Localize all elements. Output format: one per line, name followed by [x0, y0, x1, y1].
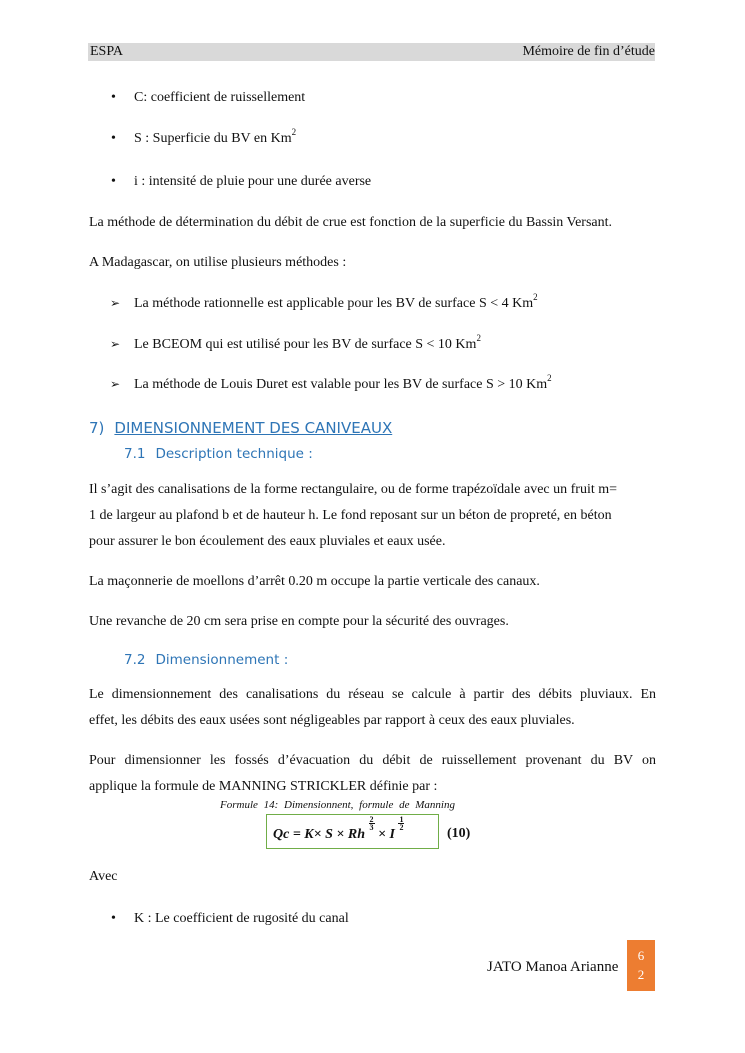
paragraph: Une revanche de 20 cm sera prise en compte pour la sécurité des ouvrages. — [89, 614, 509, 629]
arrow-bullet-icon: ➢ — [110, 377, 121, 391]
arrow-bullet-icon: ➢ — [110, 337, 121, 351]
paragraph: Le dimensionnement des canalisations du réseau se calcule à partir des débits pluviaux. En — [89, 687, 656, 702]
arrow-bullet-icon: ➢ — [110, 296, 121, 310]
paragraph: applique la formule de MANNING STRICKLER définie par : — [89, 779, 438, 794]
paragraph: La méthode de détermination du débit de crue est fonction de la superficie du Bassin Versant. — [89, 215, 613, 230]
list-item: La méthode rationnelle est applicable pour les BV de surface S < 4 Km$^2$ — [134, 292, 538, 311]
bullet-icon: • — [111, 90, 116, 105]
equation-number: (10) — [447, 826, 471, 841]
page-number-badge: 6 2 — [627, 940, 655, 991]
list-item: i : intensité de pluie pour une durée averse — [134, 174, 372, 189]
list-item: S : Superficie du BV en Km$^2$ — [134, 127, 297, 146]
header-right: Mémoire de fin d’étude — [522, 44, 655, 59]
header-left: ESPA — [90, 44, 123, 59]
bullet-icon: • — [111, 131, 116, 146]
footer-author: JATO Manoa Arianne — [487, 959, 619, 975]
bullet-icon: • — [111, 911, 116, 926]
page-header — [88, 43, 655, 61]
paragraph: Pour dimensionner les fossés d’évacuation du débit de ruissellement provenant du BV on — [89, 753, 656, 768]
paragraph: Il s’agit des canalisations de la forme rectangulaire, ou de forme trapézoïdale avec un fruit m= — [89, 482, 618, 497]
subsection-heading: 7.2 Dimensionnement : — [124, 652, 289, 668]
paragraph: pour assurer le bon écoulement des eaux pluviales et eaux usée. — [89, 534, 446, 549]
subsection-heading: 7.1 Description technique : — [124, 446, 313, 462]
paragraph: Avec — [89, 869, 118, 884]
list-item: La méthode de Louis Duret est valable pour les BV de surface S > 10 Km$^2$ — [134, 373, 552, 392]
list-item: K : Le coefficient de rugosité du canal — [134, 911, 349, 926]
bullet-icon: • — [111, 174, 116, 189]
formula-box — [266, 814, 439, 849]
list-item: C: coefficient de ruissellement — [134, 90, 306, 105]
list-item: Le BCEOM qui est utilisé pour les BV de surface S < 10 Km$^2$ — [134, 333, 481, 352]
formula-caption: Formule 14: Dimensionnent, formule de Manning — [220, 799, 455, 811]
paragraph: A Madagascar, on utilise plusieurs méthodes : — [89, 255, 347, 270]
paragraph: La maçonnerie de moellons d’arrêt 0.20 m occupe la partie verticale des canaux. — [89, 574, 540, 589]
paragraph: 1 de largeur au plafond b et de hauteur h. Le fond reposant sur un béton de propreté, en béton — [89, 508, 612, 523]
section-heading: 7) DIMENSIONNEMENT DES CANIVEAUX — [89, 419, 393, 437]
paragraph: effet, les débits des eaux usées sont négligeables par rapport à ceux des eaux pluviales. — [89, 713, 575, 728]
formula: Qc = K× S × Rh $\frac{2}{3} \times I$ $\frac{1}{2}$ — [273, 815, 404, 842]
